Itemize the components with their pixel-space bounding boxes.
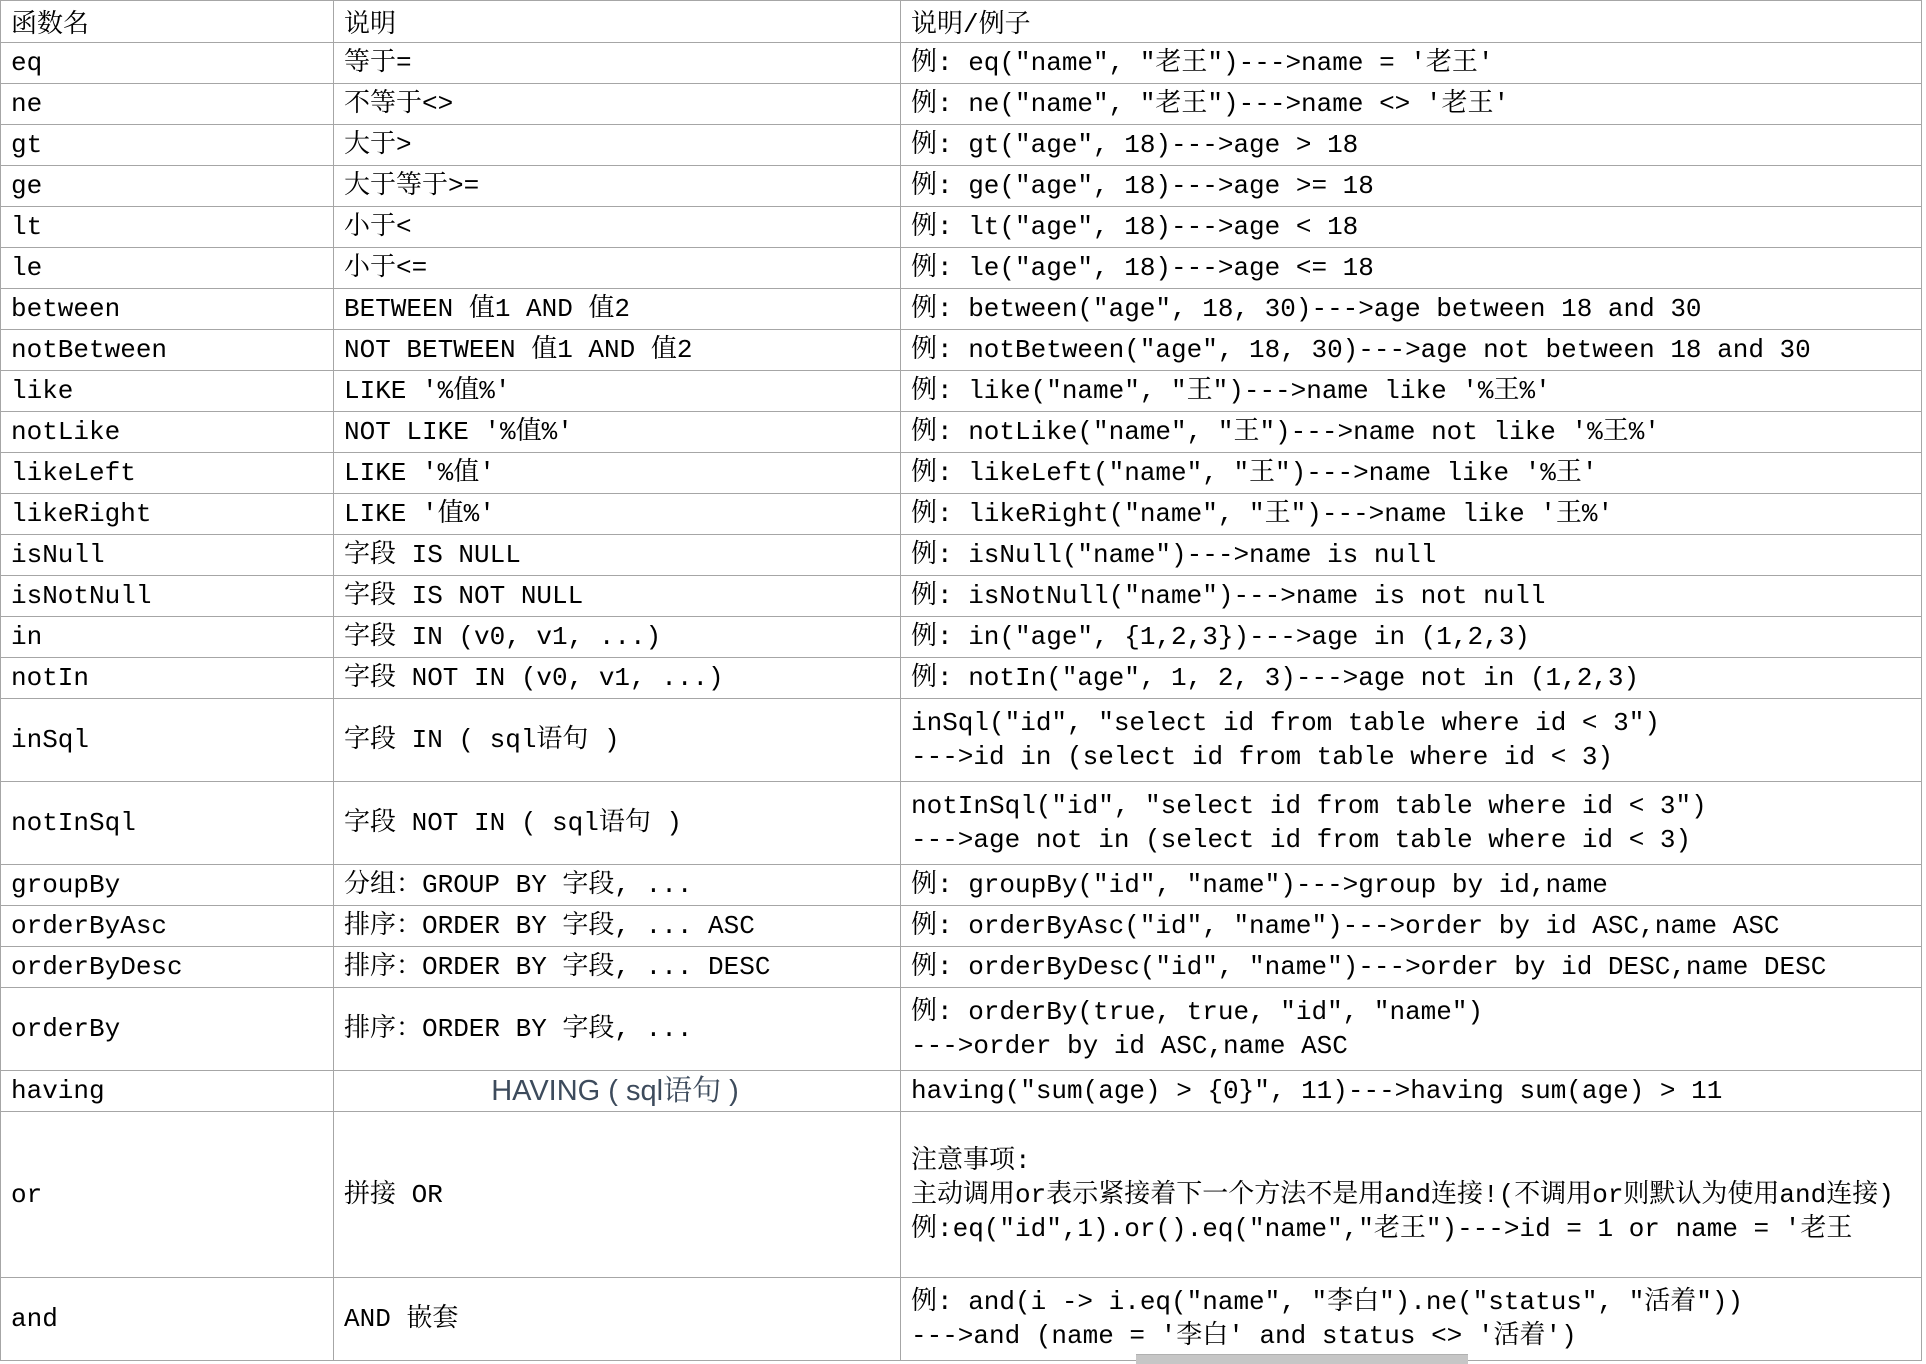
table-row — [1, 43, 1922, 84]
description-cell: LIKE '%值' — [334, 453, 901, 494]
description-cell: NOT BETWEEN 值1 AND 值2 — [334, 330, 901, 371]
example-line: having("sum(age) > {0}", 11)--->having sum(age) > 11 — [911, 1076, 1723, 1106]
description-cell: 排序：ORDER BY 字段, ... DESC — [334, 947, 901, 988]
table-row — [1, 906, 1922, 947]
function-name-cell: isNull — [1, 535, 334, 576]
example-line: 例: orderByAsc("id", "name")--->order by id ASC,name ASC — [911, 911, 1780, 941]
example-line: 主动调用or表示紧接着下一个方法不是用and连接!(不调用or则默认为使用and连接) — [911, 1179, 1894, 1210]
example-cell — [901, 166, 1922, 207]
horizontal-scrollbar-thumb[interactable] — [1136, 1354, 1468, 1364]
example-line: 注意事项: — [911, 1145, 1031, 1176]
example-line: 例: ge("age", 18)--->age >= 18 — [911, 171, 1374, 201]
example-line: 例:eq("id",1).or().eq("name","老王")--->id = 1 or name = '老王 — [911, 1213, 1853, 1244]
header-row — [1, 1, 1922, 43]
description-cell: 字段 IN ( sql语句 ) — [334, 699, 901, 782]
function-name-cell: gt — [1, 125, 334, 166]
function-name-cell: likeLeft — [1, 453, 334, 494]
col-header-function-name: 函数名 — [1, 1, 334, 43]
example-cell — [901, 453, 1922, 494]
function-name-cell: orderByDesc — [1, 947, 334, 988]
example-line: 例: gt("age", 18)--->age > 18 — [911, 130, 1359, 160]
function-name-cell: lt — [1, 207, 334, 248]
example-line: --->order by id ASC,name ASC — [911, 1031, 1348, 1061]
example-line: 例: between("age", 18, 30)--->age between 18 and 30 — [911, 294, 1702, 324]
function-name-cell: notInSql — [1, 782, 334, 865]
description-cell: AND 嵌套 — [334, 1278, 901, 1361]
example-line: 例: likeLeft("name", "王")--->name like '%王' — [911, 458, 1598, 488]
table-row — [1, 330, 1922, 371]
description-cell: 排序：ORDER BY 字段, ... ASC — [334, 906, 901, 947]
table-row — [1, 1112, 1922, 1278]
table-row — [1, 658, 1922, 699]
description-cell: LIKE '%值%' — [334, 371, 901, 412]
example-cell — [901, 782, 1922, 865]
example-line: --->and (name = '李白' and status <> '活着') — [911, 1321, 1577, 1351]
example-line: 例: orderByDesc("id", "name")--->order by id DESC,name DESC — [911, 952, 1827, 982]
example-line: 例: notLike("name", "王")--->name not like '%王%' — [911, 417, 1660, 447]
table-row — [1, 576, 1922, 617]
table-row — [1, 947, 1922, 988]
example-line: 例: isNull("name")--->name is null — [911, 540, 1437, 570]
function-name-cell: in — [1, 617, 334, 658]
example-line: notInSql("id", "select id from table where id < 3") — [911, 791, 1707, 821]
example-line: 例: in("age", {1,2,3})--->age in (1,2,3) — [911, 622, 1530, 652]
function-name-cell: notIn — [1, 658, 334, 699]
example-line: --->age not in (select id from table where id < 3) — [911, 825, 1692, 855]
description-cell: 大于等于>= — [334, 166, 901, 207]
col-header-description: 说明 — [334, 1, 901, 43]
function-name-cell: like — [1, 371, 334, 412]
example-line: 例: and(i -> i.eq("name", "李白").ne("status", "活着")) — [911, 1287, 1744, 1317]
description-cell: LIKE '值%' — [334, 494, 901, 535]
example-line: 例: groupBy("id", "name")--->group by id,name — [911, 870, 1608, 900]
example-line: 例: likeRight("name", "王")--->name like '王%' — [911, 499, 1614, 529]
example-cell — [901, 248, 1922, 289]
example-cell — [901, 947, 1922, 988]
example-cell — [901, 1071, 1922, 1112]
table-row — [1, 865, 1922, 906]
description-cell: 小于< — [334, 207, 901, 248]
example-cell — [901, 125, 1922, 166]
example-line: 例: le("age", 18)--->age <= 18 — [911, 253, 1374, 283]
example-cell — [901, 494, 1922, 535]
example-cell — [901, 84, 1922, 125]
description-cell: HAVING ( sql语句 ) — [334, 1071, 901, 1112]
function-name-cell: ge — [1, 166, 334, 207]
description-cell: 字段 NOT IN (v0, v1, ...) — [334, 658, 901, 699]
table-row — [1, 699, 1922, 782]
table-row — [1, 207, 1922, 248]
example-line: 例: notIn("age", 1, 2, 3)--->age not in (1,2,3) — [911, 663, 1640, 693]
table-row — [1, 494, 1922, 535]
example-cell — [901, 330, 1922, 371]
example-line: 例: lt("age", 18)--->age < 18 — [911, 212, 1359, 242]
description-cell: 拼接 OR — [334, 1112, 901, 1278]
table-row — [1, 782, 1922, 865]
function-name-cell: eq — [1, 43, 334, 84]
description-cell: 小于<= — [334, 248, 901, 289]
example-cell — [901, 43, 1922, 84]
description-cell: BETWEEN 值1 AND 值2 — [334, 289, 901, 330]
function-name-cell: orderBy — [1, 988, 334, 1071]
example-cell — [901, 535, 1922, 576]
function-name-cell: notLike — [1, 412, 334, 453]
description-cell: 字段 NOT IN ( sql语句 ) — [334, 782, 901, 865]
example-cell — [901, 412, 1922, 453]
example-cell — [901, 1112, 1922, 1278]
function-name-cell: between — [1, 289, 334, 330]
table-row — [1, 125, 1922, 166]
example-line: --->id in (select id from table where id < 3) — [911, 742, 1614, 772]
table-row — [1, 371, 1922, 412]
example-line: 例: like("name", "王")--->name like '%王%' — [911, 376, 1551, 406]
example-cell — [901, 699, 1922, 782]
example-line: 例: isNotNull("name")--->name is not null — [911, 581, 1546, 611]
function-name-cell: le — [1, 248, 334, 289]
table-row — [1, 617, 1922, 658]
table-row — [1, 1278, 1922, 1361]
example-line: 例: ne("name", "老王")--->name <> '老王' — [911, 89, 1510, 119]
example-cell — [901, 207, 1922, 248]
table-row — [1, 412, 1922, 453]
description-cell: 分组：GROUP BY 字段, ... — [334, 865, 901, 906]
example-cell — [901, 289, 1922, 330]
example-cell — [901, 865, 1922, 906]
col-header-example: 说明/例子 — [901, 1, 1922, 43]
description-cell: 字段 IS NULL — [334, 535, 901, 576]
function-name-cell: likeRight — [1, 494, 334, 535]
function-name-cell: isNotNull — [1, 576, 334, 617]
description-cell: NOT LIKE '%值%' — [334, 412, 901, 453]
description-cell: 字段 IS NOT NULL — [334, 576, 901, 617]
table-row — [1, 166, 1922, 207]
example-line: 例: eq("name", "老王")--->name = '老王' — [911, 48, 1494, 78]
description-cell: 字段 IN (v0, v1, ...) — [334, 617, 901, 658]
function-name-cell: having — [1, 1071, 334, 1112]
function-name-cell: notBetween — [1, 330, 334, 371]
example-cell — [901, 906, 1922, 947]
table-row — [1, 988, 1922, 1071]
example-line: 例: notBetween("age", 18, 30)--->age not between 18 and 30 — [911, 335, 1811, 365]
description-cell: 大于> — [334, 125, 901, 166]
description-cell: 排序：ORDER BY 字段, ... — [334, 988, 901, 1071]
table-row — [1, 248, 1922, 289]
function-name-cell: or — [1, 1112, 334, 1278]
example-cell — [901, 988, 1922, 1071]
example-cell — [901, 1278, 1922, 1361]
function-name-cell: groupBy — [1, 865, 334, 906]
example-cell — [901, 371, 1922, 412]
table-row — [1, 1071, 1922, 1112]
example-cell — [901, 617, 1922, 658]
description-cell: 不等于<> — [334, 84, 901, 125]
example-cell — [901, 658, 1922, 699]
example-line: inSql("id", "select id from table where id < 3") — [911, 708, 1660, 738]
description-cell: 等于= — [334, 43, 901, 84]
example-line: 例: orderBy(true, true, "id", "name") — [911, 997, 1484, 1027]
table-row — [1, 84, 1922, 125]
function-name-cell: inSql — [1, 699, 334, 782]
function-name-cell: orderByAsc — [1, 906, 334, 947]
function-name-cell: ne — [1, 84, 334, 125]
table-row — [1, 535, 1922, 576]
example-cell — [901, 576, 1922, 617]
table-row — [1, 453, 1922, 494]
table-row — [1, 289, 1922, 330]
function-name-cell: and — [1, 1278, 334, 1361]
